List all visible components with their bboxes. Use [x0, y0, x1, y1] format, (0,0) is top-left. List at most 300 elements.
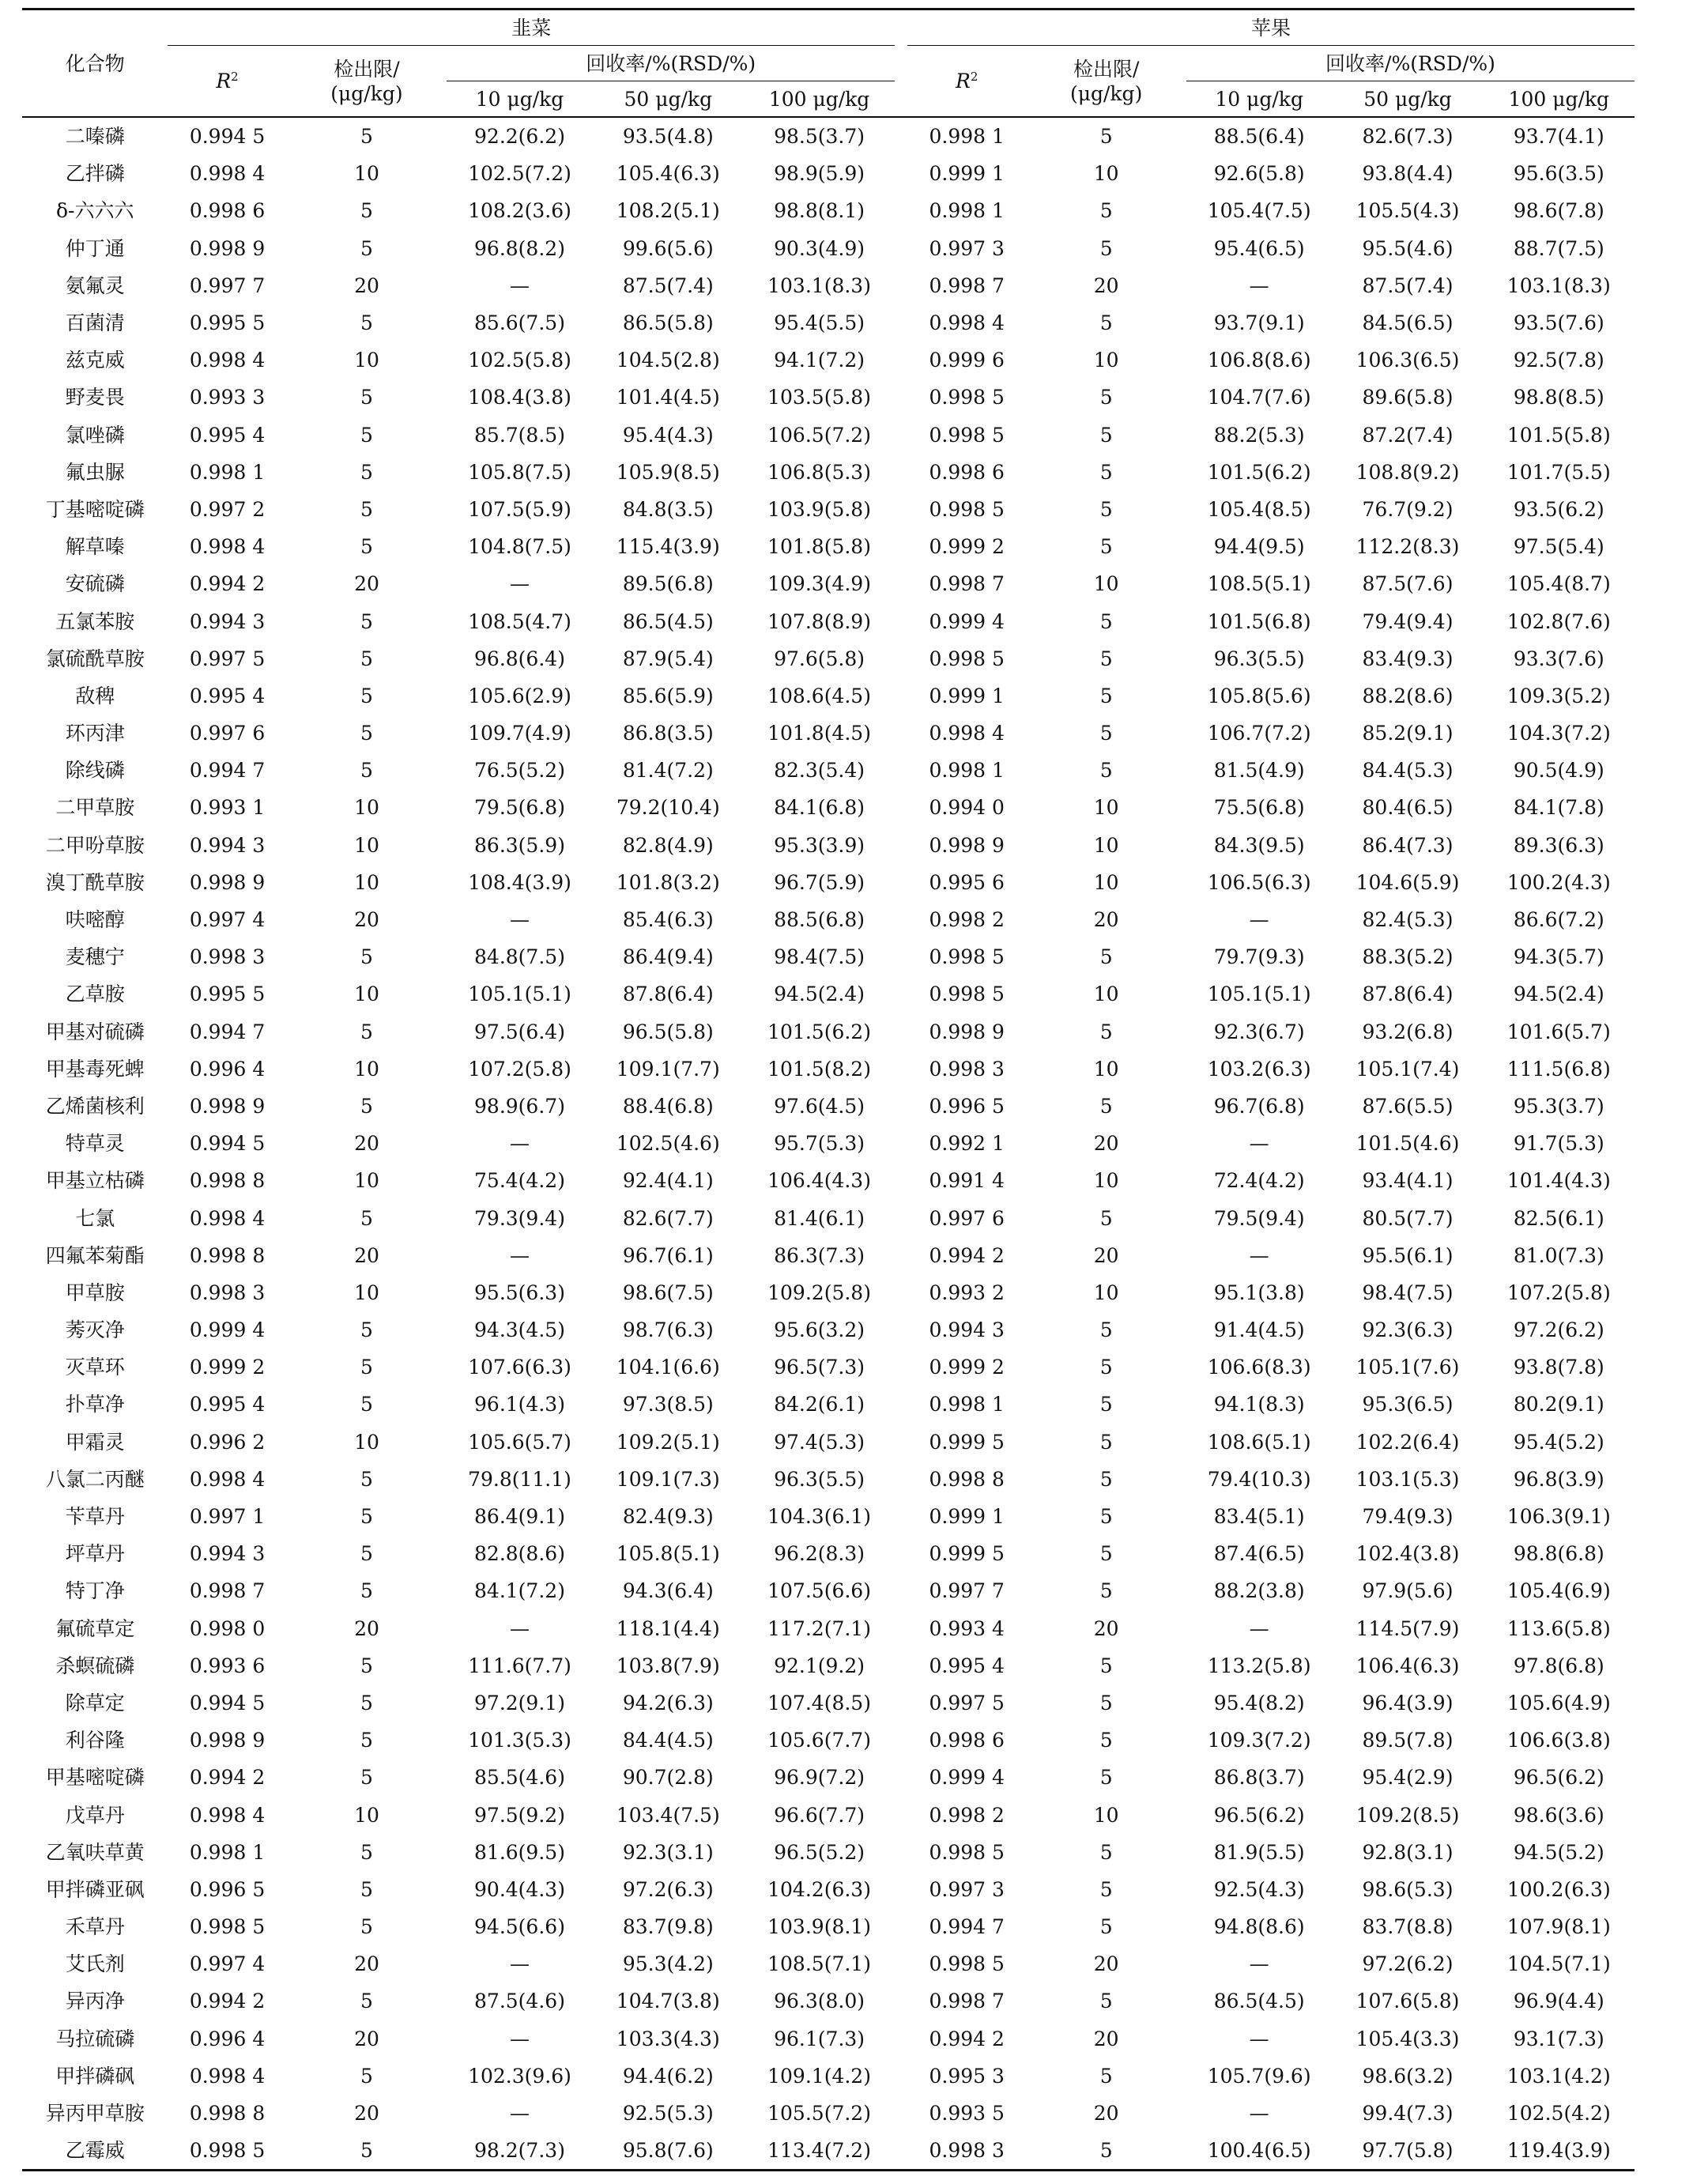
compound-name: 戊草丹: [65, 1803, 125, 1827]
recovery-100: 101.6(5.7): [1506, 1020, 1611, 1043]
group-gap: [895, 1647, 907, 1684]
recovery-10: 105.4(7.5): [1207, 199, 1311, 223]
group-gap: [895, 2058, 907, 2095]
recovery-50: 101.8(3.2): [616, 870, 720, 894]
recovery-50: 86.5(4.5): [622, 609, 714, 633]
lod-value: 5: [1099, 759, 1113, 783]
group-header-apple: 苹果: [907, 9, 1635, 46]
group-gap: [895, 1684, 907, 1722]
r2-value: 0.999 2: [929, 1356, 1005, 1379]
table-row: [22, 1535, 1635, 1572]
lod-value: 5: [360, 1766, 373, 1790]
recovery-50: 94.4(6.2): [622, 2064, 714, 2088]
recovery-50: 93.2(6.8): [1362, 1020, 1454, 1043]
table-row: [22, 1982, 1635, 2020]
recovery-50: 99.6(5.6): [622, 236, 714, 260]
compound-name: 解草嗪: [65, 535, 125, 559]
recovery-100: 103.1(8.3): [1506, 273, 1611, 297]
compound-name: 七氯: [75, 1206, 115, 1230]
recovery-50: 83.7(9.8): [622, 1915, 714, 1939]
recovery-50: 87.8(6.4): [622, 983, 714, 1006]
lod-value: 5: [1099, 2064, 1113, 2088]
recovery-10: 94.3(4.5): [474, 1318, 565, 1342]
recovery-100: 88.7(7.5): [1513, 236, 1604, 260]
lod-value: 5: [360, 1393, 373, 1416]
recovery-100: 97.6(4.5): [774, 1094, 865, 1118]
recovery-10: 101.3(5.3): [468, 1729, 571, 1752]
lod-value: 20: [354, 1616, 379, 1640]
recovery-50: 112.2(8.3): [1356, 535, 1460, 559]
group-gap: [895, 1386, 907, 1423]
compound-name: 杀螟硫磷: [55, 1654, 135, 1677]
recovery-100: 96.9(4.4): [1513, 1990, 1604, 2013]
recovery-50: 118.1(4.4): [616, 1616, 720, 1640]
r2-value: 0.994 3: [189, 1542, 266, 1566]
recovery-50: 93.5(4.8): [622, 125, 714, 149]
recovery-50: 95.3(4.2): [622, 1952, 714, 1976]
recovery-10: 95.1(3.8): [1213, 1281, 1305, 1304]
lod-value: 5: [1099, 125, 1113, 149]
recovery-50: 96.7(6.1): [622, 1243, 714, 1267]
recovery-100: 97.4(5.3): [774, 1430, 865, 1454]
recovery-10: 94.8(8.6): [1213, 1915, 1305, 1939]
lod-value: 20: [1093, 2102, 1119, 2126]
r2-value: 0.994 2: [189, 572, 266, 596]
recovery-100: 107.5(6.6): [767, 1579, 871, 1603]
group-gap: [895, 417, 907, 454]
table-row: [22, 1311, 1635, 1348]
recovery-10: 85.7(8.5): [474, 423, 565, 447]
lod-value: 5: [360, 1318, 373, 1342]
lod-value: 10: [1093, 1803, 1119, 1827]
recovery-100: 100.2(6.3): [1506, 1877, 1611, 1901]
recovery-100: 98.8(6.8): [1513, 1542, 1604, 1566]
r2-symbol: R: [216, 70, 232, 92]
level-header-100: 100 μg/kg: [744, 81, 895, 118]
lod-value: 5: [1099, 1990, 1113, 2013]
lod-value: 10: [354, 796, 379, 820]
recovery-50: 86.4(7.3): [1362, 833, 1454, 857]
lod-value: 20: [1093, 908, 1119, 932]
recovery-50: 94.3(6.4): [622, 1579, 714, 1603]
lod-value: 5: [1099, 647, 1113, 670]
recovery-50: 87.5(7.4): [1362, 273, 1454, 297]
compound-name: 甲霜灵: [65, 1430, 125, 1454]
recovery-50: 105.1(7.4): [1356, 1057, 1460, 1081]
r2-value: 0.994 3: [189, 833, 266, 857]
recovery-100: 119.4(3.9): [1484, 2132, 1635, 2171]
group-gap: [895, 1722, 907, 1759]
table-row: [22, 155, 1635, 192]
recovery-100: 94.5(2.4): [1513, 983, 1604, 1006]
group-gap: [895, 752, 907, 789]
recovery-50: 99.4(7.3): [1362, 2102, 1454, 2126]
recovery-50: 86.4(9.4): [622, 945, 714, 969]
lod-label: 检出限/: [1073, 57, 1140, 81]
lod-label: 检出限/: [334, 57, 400, 81]
recovery-100: 86.3(7.3): [774, 1243, 865, 1267]
recovery-50: 101.5(4.6): [1356, 1132, 1460, 1156]
recovery-50: 105.1(7.6): [1356, 1356, 1460, 1379]
group-gap: [895, 379, 907, 416]
r2-value: 0.998 5: [929, 386, 1005, 409]
recovery-50: 95.3(6.5): [1362, 1393, 1454, 1416]
recovery-50: 96.4(3.9): [1362, 1691, 1454, 1714]
recovery-10: 101.5(6.2): [1207, 460, 1311, 484]
lod-value: 10: [1093, 1057, 1119, 1081]
r2-value: 0.997 3: [929, 1877, 1005, 1901]
lod-value: 5: [360, 386, 373, 409]
compound-name: 溴丁酰草胺: [45, 870, 145, 894]
lod-value: 5: [1099, 684, 1113, 707]
recovery-50: 103.1(5.3): [1356, 1467, 1460, 1491]
r2-value: 0.998 3: [189, 1281, 266, 1304]
recovery-100: 100.2(4.3): [1506, 870, 1611, 894]
r2-value: 0.998 1: [929, 759, 1005, 783]
lod-value: 10: [354, 833, 379, 857]
lod-unit: (μg/kg): [330, 81, 403, 105]
table-row: [22, 2132, 1635, 2171]
lod-value: 5: [360, 1691, 373, 1714]
recovery-100: 94.1(7.2): [774, 349, 865, 372]
lod-value: 5: [1099, 1430, 1113, 1454]
r2-value: 0.998 9: [929, 1020, 1005, 1043]
r2-value: 0.996 4: [189, 2027, 266, 2050]
recovery-50: 98.7(6.3): [622, 1318, 714, 1342]
lod-value: 5: [360, 1206, 373, 1230]
recovery-50: 82.4(5.3): [1362, 908, 1454, 932]
recovery-100: 86.6(7.2): [1513, 908, 1604, 932]
recovery-10: 107.2(5.8): [468, 1057, 571, 1081]
recovery-50: 98.4(7.5): [1362, 1281, 1454, 1304]
recovery-10: 86.3(5.9): [474, 833, 565, 857]
recovery-10: 81.9(5.5): [1213, 1840, 1305, 1864]
r2-superscript: 2: [231, 70, 239, 84]
r2-value: 0.995 4: [189, 1393, 266, 1416]
lod-value: 5: [1099, 1542, 1113, 1566]
lod-value: 5: [287, 2132, 447, 2171]
recovery-10: 106.6(8.3): [1207, 1356, 1311, 1379]
lod-header: [287, 46, 447, 118]
r2-value: 0.995 4: [189, 423, 266, 447]
recovery-100: 96.3(8.0): [774, 1990, 865, 2013]
group-gap: [895, 1871, 907, 1908]
recovery-50: 98.6(3.2): [1362, 2064, 1454, 2088]
group-gap: [895, 1125, 907, 1162]
table-row: [22, 1274, 1635, 1311]
lod-value: 5: [1099, 1206, 1113, 1230]
table-row: [22, 1684, 1635, 1722]
group-gap: [895, 1796, 907, 1833]
lod-value: 10: [354, 983, 379, 1006]
r2-value: 0.998 7: [189, 1579, 266, 1603]
lod-value: 5: [360, 722, 373, 745]
recovery-50: 83.4(9.3): [1362, 647, 1454, 670]
r2-value: 0.994 7: [189, 1020, 266, 1043]
recovery-100: 90.3(4.9): [774, 236, 865, 260]
compound-name: 扑草净: [65, 1393, 125, 1416]
r2-value: 0.999 6: [929, 349, 1005, 372]
r2-value: 0.998 8: [929, 1467, 1005, 1491]
r2-value: 0.999 5: [929, 1430, 1005, 1454]
recovery-50: 86.5(5.8): [622, 311, 714, 335]
group-gap: [895, 341, 907, 379]
recovery-50: 92.3(6.3): [1362, 1318, 1454, 1342]
group-gap: [895, 789, 907, 826]
recovery-10: 94.1(8.3): [1213, 1393, 1305, 1416]
recovery-100: 98.6(3.6): [1513, 1803, 1604, 1827]
recovery-100: 104.3(7.2): [1506, 722, 1611, 745]
r2-value: 0.994 2: [189, 1766, 266, 1790]
table-row: [22, 117, 1635, 155]
r2-value: 0.996 4: [189, 1057, 266, 1081]
compound-name: 乙氧呋草黄: [45, 1840, 145, 1864]
recovery-10: 105.4(8.5): [1207, 497, 1311, 521]
lod-value: 10: [354, 1803, 379, 1827]
recovery-10: —: [1249, 1132, 1269, 1156]
recovery-100: 93.7(4.1): [1513, 125, 1604, 149]
compound-name: 敌稗: [75, 684, 115, 707]
lod-value: 5: [360, 535, 373, 559]
r2-value: 0.998 4: [189, 535, 266, 559]
lod-value: 5: [1099, 535, 1113, 559]
recovery-50: 92.8(3.1): [1362, 1840, 1454, 1864]
recovery-10: 108.2(3.6): [468, 199, 571, 223]
lod-value: 5: [1099, 386, 1113, 409]
r2-value: 0.998 4: [189, 2064, 266, 2088]
table-row: [22, 864, 1635, 901]
recovery-10: —: [1249, 908, 1269, 932]
r2-value: 0.999 4: [929, 609, 1005, 633]
r2-value: 0.995 4: [929, 1654, 1005, 1677]
r2-value: 0.993 2: [929, 1281, 1005, 1304]
group-gap: [895, 1908, 907, 1945]
recovery-100: 113.6(5.8): [1506, 1616, 1611, 1640]
recovery-10: 102.5(5.8): [468, 349, 571, 372]
recovery-10: 96.8(8.2): [474, 236, 565, 260]
r2-value: 0.998 5: [929, 1840, 1005, 1864]
recovery-10: 109.3(7.2): [1207, 1729, 1311, 1752]
recovery-50: 95.8(7.6): [593, 2132, 744, 2171]
recovery-50: 106.3(6.5): [1356, 349, 1460, 372]
recovery-10: 76.5(5.2): [474, 759, 565, 783]
lod-value: 20: [1093, 2027, 1119, 2050]
group-gap: [895, 715, 907, 752]
compound-name: 氨氟灵: [65, 273, 125, 297]
lod-value: 5: [360, 1579, 373, 1603]
compound-name: 乙拌磷: [65, 162, 125, 186]
recovery-100: 101.5(6.2): [767, 1020, 871, 1043]
lod-value: 5: [360, 1840, 373, 1864]
recovery-100: 105.4(6.9): [1506, 1579, 1611, 1603]
recovery-10: 82.8(8.6): [474, 1542, 565, 1566]
table-row: [22, 789, 1635, 826]
recovery-10: 96.7(6.8): [1213, 1094, 1305, 1118]
recovery-50: 97.3(8.5): [622, 1393, 714, 1416]
recovery-100: 93.8(7.8): [1513, 1356, 1604, 1379]
recovery-50: 98.6(5.3): [1362, 1877, 1454, 1901]
r2-value: 0.997 3: [929, 236, 1005, 260]
r2-value: 0.994 5: [189, 1132, 266, 1156]
recovery-100: 93.5(7.6): [1513, 311, 1604, 335]
r2-value: 0.996 5: [189, 1877, 266, 1901]
recovery-100: 81.4(6.1): [774, 1206, 865, 1230]
lod-value: 5: [360, 423, 373, 447]
r2-value: 0.999 1: [929, 162, 1005, 186]
recovery-50: 82.8(4.9): [622, 833, 714, 857]
r2-value: 0.998 4: [189, 349, 266, 372]
group-gap: [895, 640, 907, 677]
group-gap: [895, 491, 907, 528]
r2-value: 0.998 0: [189, 1616, 266, 1640]
lod-value: 5: [360, 199, 373, 223]
recovery-100: 98.8(8.5): [1513, 386, 1604, 409]
recovery-50: 95.5(6.1): [1362, 1243, 1454, 1267]
compound-name: 除线磷: [65, 759, 125, 783]
lod-value: 20: [1093, 1616, 1119, 1640]
table-row: [22, 640, 1635, 677]
recovery-10: 79.5(6.8): [474, 796, 565, 820]
recovery-10: 105.6(2.9): [468, 684, 571, 707]
recovery-50: 94.2(6.3): [622, 1691, 714, 1714]
recovery-100: 90.5(4.9): [1513, 759, 1604, 783]
recovery-table: [22, 8, 1635, 2171]
recovery-100: 107.8(8.9): [767, 609, 871, 633]
r2-superscript: 2: [970, 70, 978, 84]
recovery-10: 97.2(9.1): [474, 1691, 565, 1714]
recovery-100: 106.4(4.3): [767, 1169, 871, 1193]
r2-value: 0.994 5: [189, 1691, 266, 1714]
recovery-10: 79.3(9.4): [474, 1206, 565, 1230]
recovery-100: 95.6(3.5): [1513, 162, 1604, 186]
group-gap: [895, 677, 907, 715]
group-gap: [895, 155, 907, 192]
compound-name: 丁基嘧啶磷: [45, 497, 145, 521]
compound-name: 安硫磷: [65, 572, 125, 596]
lod-value: 5: [360, 1990, 373, 2013]
lod-value: 5: [360, 1467, 373, 1491]
recovery-10: 91.4(4.5): [1213, 1318, 1305, 1342]
recovery-10: 106.7(7.2): [1207, 722, 1311, 745]
group-gap: [895, 1610, 907, 1647]
table-row: [22, 1610, 1635, 1647]
recovery-50: 87.8(6.4): [1362, 983, 1454, 1006]
r2-value: 0.998 9: [189, 236, 266, 260]
lod-value: 10: [354, 1430, 379, 1454]
recovery-10: 93.7(9.1): [1213, 311, 1305, 335]
group-gap: [895, 230, 907, 267]
lod-value: 5: [1099, 1467, 1113, 1491]
lod-value: 5: [1099, 423, 1113, 447]
recovery-100: 106.8(5.3): [767, 460, 871, 484]
recovery-10: 96.8(6.4): [474, 647, 565, 670]
r2-value: 0.998 5: [189, 1915, 266, 1939]
recovery-100: 102.8(7.6): [1506, 609, 1611, 633]
recovery-100: 92.5(7.8): [1513, 349, 1604, 372]
r2-value: 0.995 3: [929, 2064, 1005, 2088]
lod-value: 5: [360, 1505, 373, 1529]
recovery-50: 104.6(5.9): [1356, 870, 1460, 894]
recovery-100: 95.3(3.9): [774, 833, 865, 857]
lod-value: 5: [360, 759, 373, 783]
recovery-100: 96.3(5.5): [774, 1467, 865, 1491]
lod-value: 5: [360, 647, 373, 670]
r2-value: 0.993 1: [189, 796, 266, 820]
r2-value: 0.999 5: [929, 1542, 1005, 1566]
table-row: [22, 1237, 1635, 1274]
table-row: [22, 1125, 1635, 1162]
recovery-10: 105.6(5.7): [468, 1430, 571, 1454]
group-gap: [895, 2020, 907, 2058]
lod-value: 5: [1099, 609, 1113, 633]
r2-value: 0.997 5: [929, 1691, 1005, 1714]
r2-value: 0.996 2: [189, 1430, 266, 1454]
r2-value: 0.998 9: [189, 870, 266, 894]
recovery-100: 111.5(6.8): [1506, 1057, 1611, 1081]
group-gap: [895, 1237, 907, 1274]
r2-value: 0.992 1: [929, 1132, 1005, 1156]
recovery-50: 115.4(3.9): [616, 535, 720, 559]
lod-value: 5: [1099, 1356, 1113, 1379]
r2-value: 0.997 6: [929, 1206, 1005, 1230]
recovery-10: 106.5(6.3): [1207, 870, 1311, 894]
recovery-100: 97.2(6.2): [1513, 1318, 1604, 1342]
recovery-100: 84.1(7.8): [1513, 796, 1604, 820]
recovery-50: 92.4(4.1): [622, 1169, 714, 1193]
table-row: [22, 715, 1635, 752]
recovery-100: 109.3(4.9): [767, 572, 871, 596]
table-row: [22, 1834, 1635, 1871]
recovery-10: 108.4(3.9): [468, 870, 571, 894]
recovery-10: 105.7(9.6): [1207, 2064, 1311, 2088]
recovery-100: 101.8(4.5): [767, 722, 871, 745]
r2-symbol: R: [956, 70, 971, 92]
table-row: [22, 1013, 1635, 1051]
r2-value: 0.998 5: [929, 647, 1005, 670]
table-row: [22, 602, 1635, 639]
lod-value: 20: [354, 572, 379, 596]
recovery-50: 85.2(9.1): [1362, 722, 1454, 745]
lod-value: 5: [1099, 722, 1113, 745]
lod-value: 5: [360, 1356, 373, 1379]
recovery-50: 79.4(9.4): [1362, 609, 1454, 633]
lod-value: 5: [1099, 1318, 1113, 1342]
compound-name: 乙霉威: [22, 2132, 168, 2171]
table-row: [22, 491, 1635, 528]
r2-value: 0.999 2: [189, 1356, 266, 1379]
lod-value: 5: [360, 1877, 373, 1901]
recovery-10: 87.4(6.5): [1213, 1542, 1305, 1566]
recovery-50: 88.2(8.6): [1362, 684, 1454, 707]
r2-value: 0.991 4: [929, 1169, 1005, 1193]
recovery-10: 102.3(9.6): [468, 2064, 571, 2088]
recovery-50: 92.5(5.3): [622, 2102, 714, 2126]
recovery-100: 101.5(8.2): [767, 1057, 871, 1081]
recovery-10: 108.5(5.1): [1207, 572, 1311, 596]
group-header-leek: 韭菜: [168, 9, 895, 46]
recovery-10: 105.1(5.1): [1207, 983, 1311, 1006]
lod-value: 5: [1099, 1579, 1113, 1603]
recovery-100: 109.3(5.2): [1506, 684, 1611, 707]
r2-value: 0.997 7: [189, 273, 266, 297]
lod-value: 5: [1099, 1877, 1113, 1901]
r2-value: 0.994 3: [929, 1318, 1005, 1342]
group-gap: [895, 1013, 907, 1051]
lod-value: 5: [360, 497, 373, 521]
recovery-50: 102.2(6.4): [1356, 1430, 1460, 1454]
compound-name: 野麦畏: [65, 386, 125, 409]
lod-value: 10: [1093, 983, 1119, 1006]
